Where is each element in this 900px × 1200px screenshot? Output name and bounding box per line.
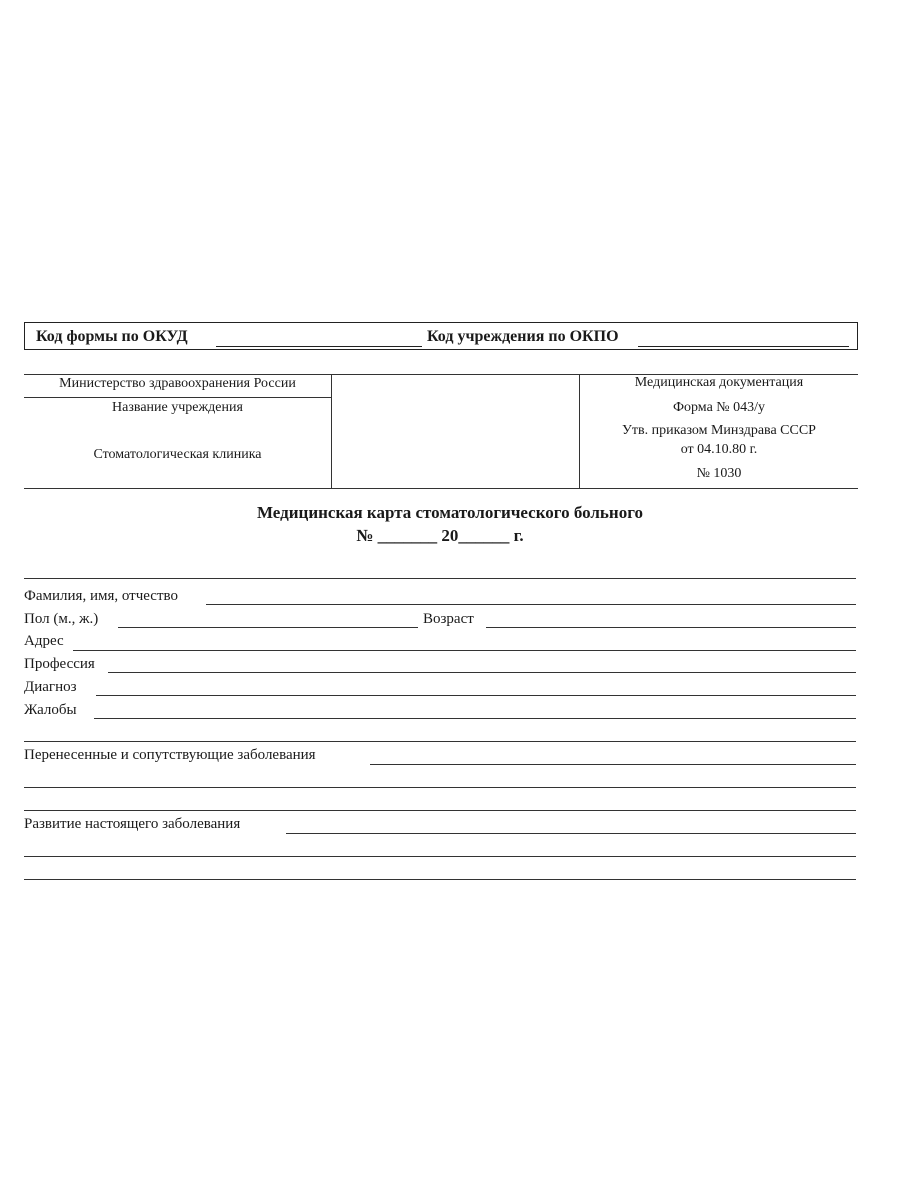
current-disease-label: Развитие настоящего заболевания xyxy=(24,816,241,832)
blank-line-top[interactable] xyxy=(24,578,856,579)
okpo-label: Код учреждения по ОКПО xyxy=(427,328,619,345)
form-codes-box xyxy=(24,322,858,350)
complaints-input-line[interactable] xyxy=(94,718,856,719)
profession-input-line[interactable] xyxy=(108,672,856,673)
form-number: Форма № 043/у xyxy=(672,400,766,415)
institution-name-label: Название учреждения xyxy=(112,400,243,415)
clinic-name: Стоматологическая клиника xyxy=(93,447,262,462)
header-left-row-divider xyxy=(24,397,331,398)
past-diseases-label: Перенесенные и сопутствующие заболевания xyxy=(24,747,316,763)
fio-label: Фамилия, имя, отчество xyxy=(24,588,178,604)
past-diseases-input-line[interactable] xyxy=(370,764,856,765)
past-diseases-extra-line-2[interactable] xyxy=(24,810,856,811)
sex-input-line[interactable] xyxy=(118,627,418,628)
okud-label: Код формы по ОКУД xyxy=(36,328,188,345)
header-bottom-border xyxy=(24,488,858,489)
header-divider-left xyxy=(331,374,332,488)
current-disease-extra-line-2[interactable] xyxy=(24,879,856,880)
age-label: Возраст xyxy=(423,611,474,627)
ministry-name: Министерство здравоохранения России xyxy=(59,376,296,391)
okud-input-line[interactable] xyxy=(216,346,422,347)
okpo-input-line[interactable] xyxy=(638,346,849,347)
diagnosis-label: Диагноз xyxy=(24,679,77,695)
approval-order: Утв. приказом Минздрава СССР xyxy=(622,423,816,438)
card-number-line: № _______ 20______ г. xyxy=(356,526,524,545)
fio-input-line[interactable] xyxy=(206,604,856,605)
address-input-line[interactable] xyxy=(73,650,856,651)
past-diseases-extra-line-1[interactable] xyxy=(24,787,856,788)
doc-type: Медицинская документация xyxy=(634,375,804,390)
current-disease-input-line[interactable] xyxy=(286,833,856,834)
age-input-line[interactable] xyxy=(486,627,856,628)
diagnosis-input-line[interactable] xyxy=(96,695,856,696)
approval-date: от 04.10.80 г. xyxy=(680,442,758,457)
address-label: Адрес xyxy=(24,633,64,649)
order-number: № 1030 xyxy=(696,466,742,481)
complaints-label: Жалобы xyxy=(24,702,77,718)
profession-label: Профессия xyxy=(24,656,95,672)
sex-label: Пол (м., ж.) xyxy=(24,611,99,627)
current-disease-extra-line-1[interactable] xyxy=(24,856,856,857)
card-title: Медицинская карта стоматологического больного xyxy=(256,503,644,522)
complaints-extra-line[interactable] xyxy=(24,741,856,742)
